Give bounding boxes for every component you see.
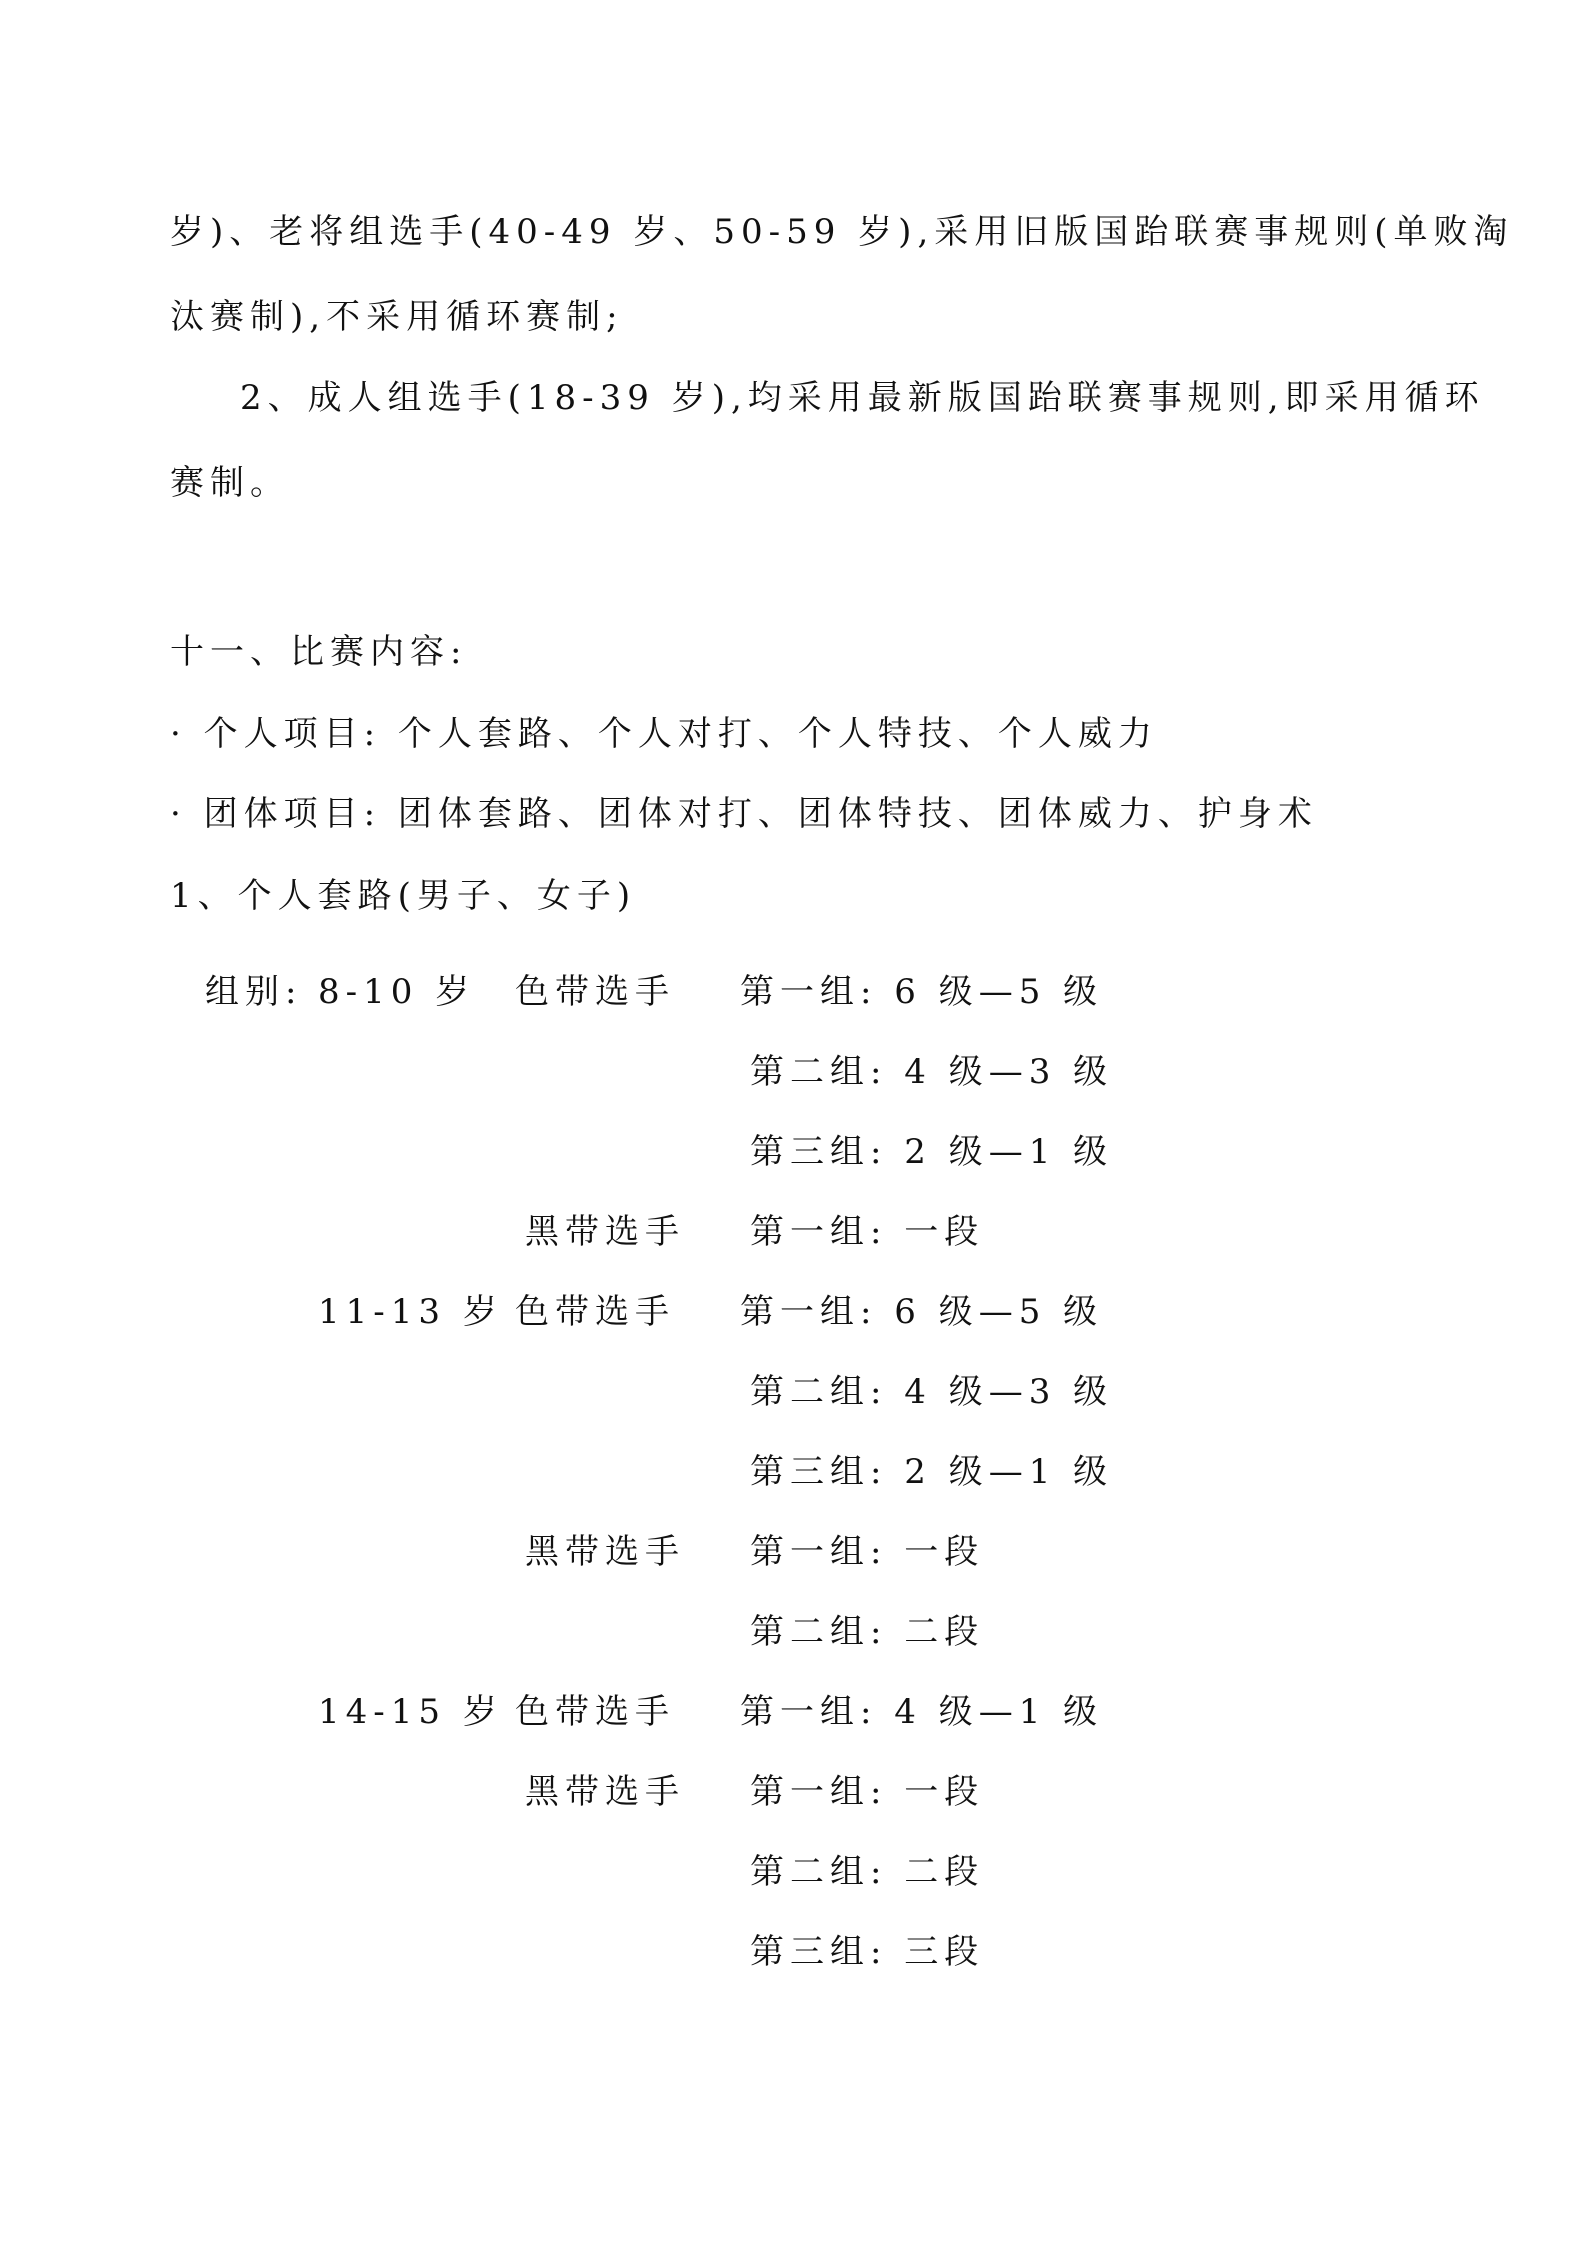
table-group-cell: 第三组: 三段	[750, 1932, 985, 1972]
table-group-cell: 第一组: 一段	[750, 1212, 985, 1252]
paragraph-1-line-2: 汰赛制),不采用循环赛制;	[170, 297, 624, 337]
table-age-cell: 8-10 岁	[318, 972, 476, 1012]
bullet-team-events: · 团体项目: 团体套路、团体对打、团体特技、团体威力、护身术	[170, 794, 1318, 834]
table-group-cell: 第一组: 4 级—1 级	[740, 1692, 1104, 1732]
table-age-cell: 11-13 岁	[318, 1292, 503, 1332]
table-group-cell: 第一组: 一段	[750, 1772, 985, 1812]
table-group-cell: 第二组: 4 级—3 级	[750, 1372, 1114, 1412]
paragraph-2-line-2: 赛制。	[170, 463, 290, 503]
table-group-cell: 第三组: 2 级—1 级	[750, 1452, 1114, 1492]
table-type-cell: 黑带选手	[525, 1212, 685, 1252]
table-group-cell: 第一组: 6 级—5 级	[740, 972, 1104, 1012]
table-group-cell: 第二组: 二段	[750, 1612, 985, 1652]
table-group-cell: 第三组: 2 级—1 级	[750, 1132, 1114, 1172]
paragraph-1-line-1: 岁)、老将组选手(40-49 岁、50-59 岁),采用旧版国跆联赛事规则(单败淘	[170, 212, 1514, 252]
table-type-cell: 黑带选手	[525, 1772, 685, 1812]
table-group-cell: 第一组: 一段	[750, 1532, 985, 1572]
table-age-cell: 14-15 岁	[318, 1692, 503, 1732]
table-type-cell: 色带选手	[515, 1292, 675, 1332]
table-type-cell: 黑带选手	[525, 1532, 685, 1572]
table-group-cell: 第二组: 二段	[750, 1852, 985, 1892]
bullet-individual-events: · 个人项目: 个人套路、个人对打、个人特技、个人威力	[170, 714, 1158, 754]
table-group-cell: 第一组: 6 级—5 级	[740, 1292, 1104, 1332]
section-heading: 十一、比赛内容:	[170, 632, 468, 672]
group-label: 组别:	[205, 972, 303, 1012]
table-type-cell: 色带选手	[515, 972, 675, 1012]
table-type-cell: 色带选手	[515, 1692, 675, 1732]
item-heading-individual-forms: 1、个人套路(男子、女子)	[170, 876, 637, 916]
paragraph-2-line-1: 2、成人组选手(18-39 岁),均采用最新版国跆联赛事规则,即采用循环	[240, 378, 1485, 418]
table-group-cell: 第二组: 4 级—3 级	[750, 1052, 1114, 1092]
